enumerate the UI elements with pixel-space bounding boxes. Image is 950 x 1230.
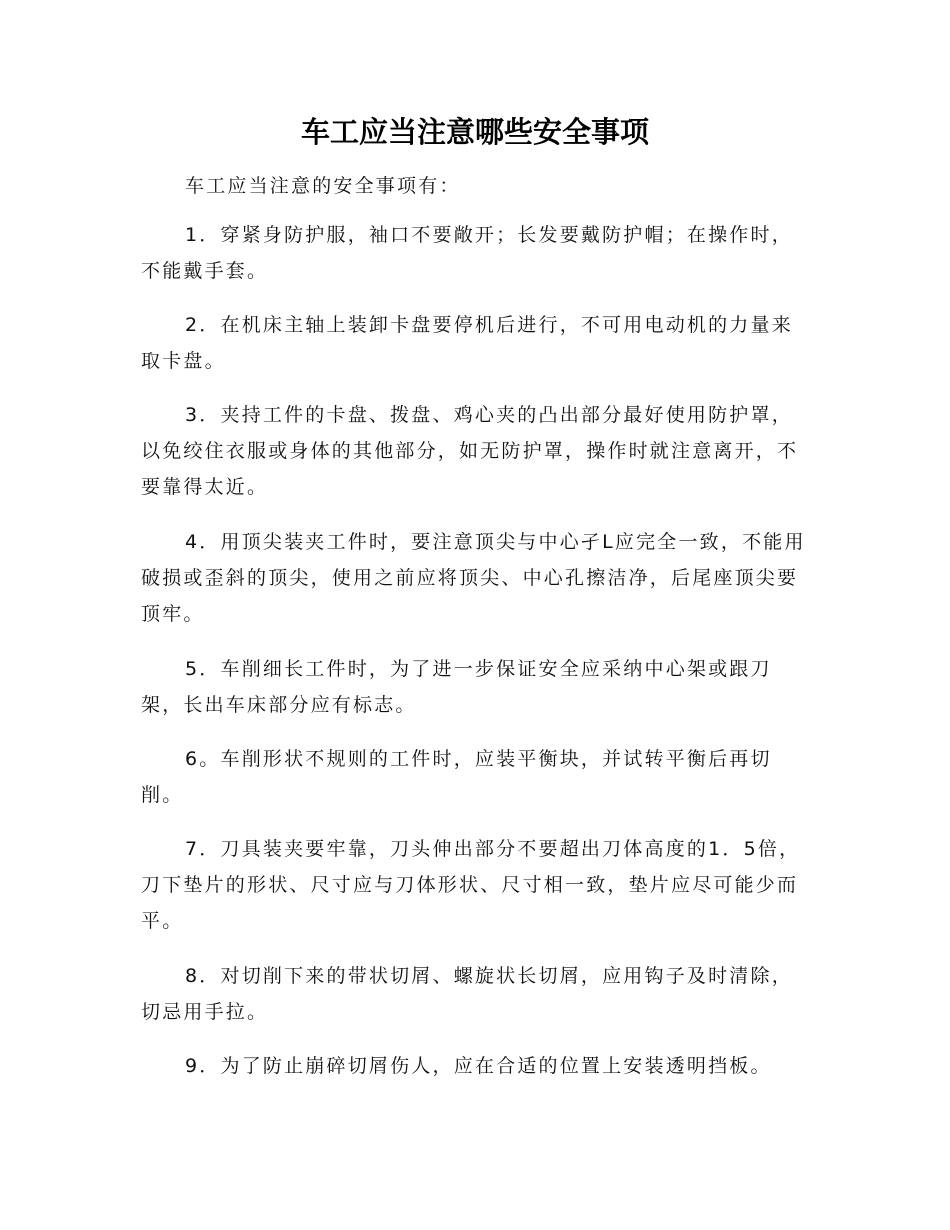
safety-item-3: 3．夹持工件的卡盘、拨盘、鸡心夹的凸出部分最好使用防护罩，以免绞住衣服或身体的其他部分，如无防护罩，操作时就注意离开，不要靠得太近。 <box>141 404 799 498</box>
document-title: 车工应当注意哪些安全事项 <box>300 115 649 149</box>
safety-item-9: 9．为了防止崩碎切屑伤人，应在合适的位置上安装透明挡板。 <box>185 1055 772 1077</box>
safety-item-8: 8．对切削下来的带状切屑、螺旋状长切屑，应用钩子及时清除，切忌用手拉。 <box>141 965 793 1023</box>
intro-paragraph: 车工应当注意的安全事项有： <box>185 175 461 197</box>
safety-item-5: 5．车削细长工件时，为了进一步保证安全应采纳中心架或跟刀架，长出车床部分应有标志。 <box>141 658 772 716</box>
safety-item-6: 6。车削形状不规则的工件时，应装平衡块，并试转平衡后再切削。 <box>141 748 772 806</box>
safety-item-2: 2．在机床主轴上装卸卡盘要停机后进行，不可用电动机的力量来取卡盘。 <box>141 314 793 372</box>
safety-item-7: 7．刀具装夹要牢靠，刀头伸出部分不要超出刀体高度的1．5倍，刀下垫片的形状、尺寸应与刀体形状、尺寸相一致，垫片应尽可能少而平。 <box>141 838 801 932</box>
safety-item-4: 4．用顶尖装夹工件时，要注意顶尖与中心孑L应完全一致，不能用破损或歪斜的顶尖，使用之前应将顶尖、中心孔擦洁净，后尾座顶尖要顶牢。 <box>141 531 806 625</box>
safety-item-1: 1．穿紧身防护服，袖口不要敞开；长发要戴防护帽；在操作时，不能戴手套。 <box>141 224 793 282</box>
